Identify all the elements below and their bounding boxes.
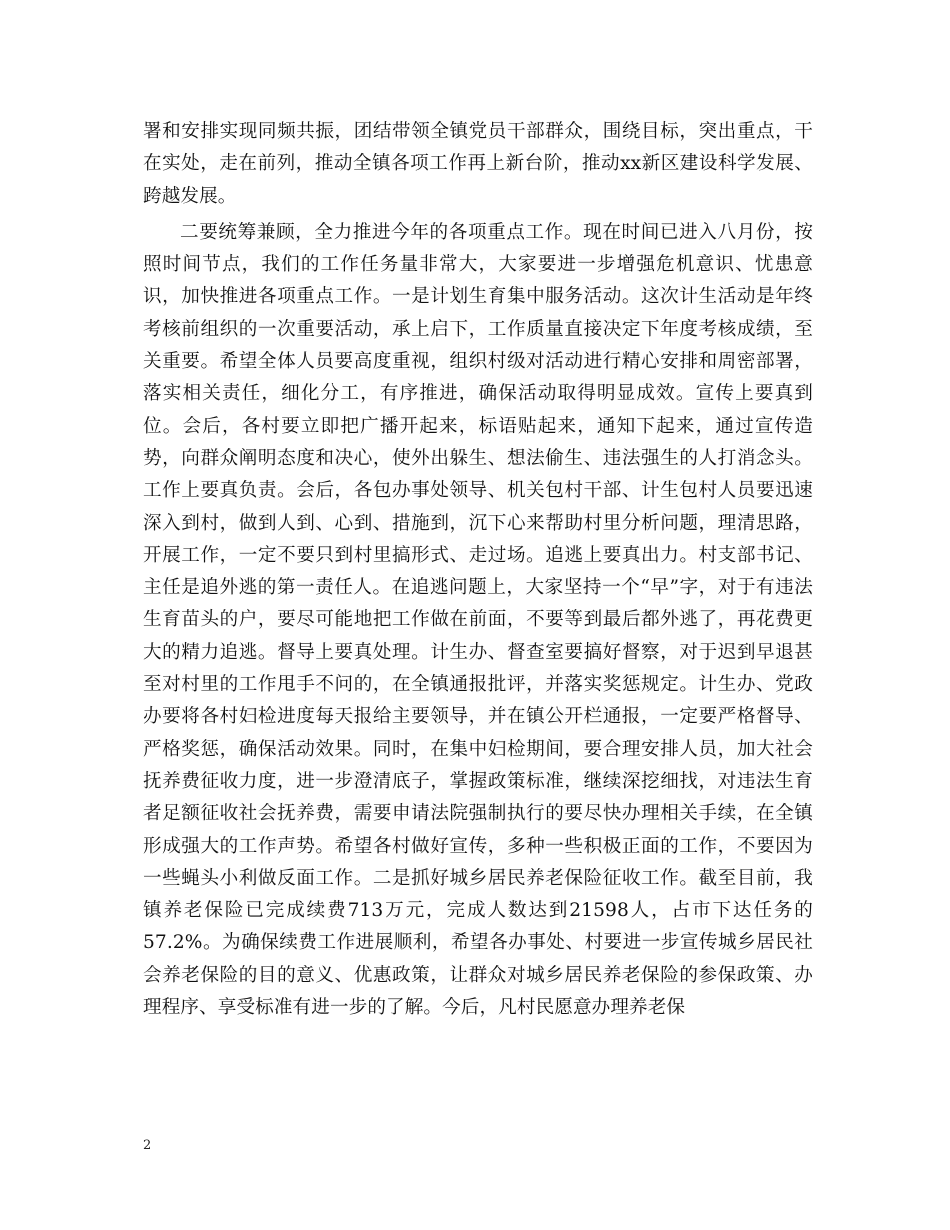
paragraph-continuation: 署和安排实现同频共振，团结带领全镇党员干部群众，围绕目标，突出重点，干在实处，走在前列，推动全镇各项工作再上新台阶，推动xx新区建设科学发展、跨越发展。: [143, 121, 813, 207]
page-number: 2: [143, 1138, 152, 1153]
body-text: [143, 116, 813, 1024]
paragraph-key-work: 二要统筹兼顾，全力推进今年的各项重点工作。现在时间已进入八月份，按照时间节点，我们的工作任务量非常大，大家要进一步增强危机意识、忧患意识，加快推进各项重点工作。一是计划生育集中服务活动。这次计生活动是年终考核前组织的一次重要活动，承上启下，工作质量直接决定下年度考核成绩，至关重要。希望全体人员要高度重视，组织村级对活动进行精心安排和周密部署，落实相关责任，细化分工，有序推进，确保活动取得明显成效。宣传上要真到位。会后，各村要立即把广播开起来，标语贴起来，通知下起来，通过宣传造势，向群众阐明态度和决心，使外出躲生、想法偷生、违法强生的人打消念头。工作上要真负责。会后，各包办事处领导、机关包村干部、计生包村人员要迅速深入到村，做到人到、心到、措施到，沉下心来帮助村里分析问题，理清思路，开展工作，一定不要只到村里搞形式、走过场。追逃上要真出力。村支部书记、主任是追外逃的第一责任人。在追逃问题上，大家坚持一个“早”字，对于有违法生育苗头的户，要尽可能地把工作做在前面，不要等到最后都外逃了，再花费更大的精力追逃。督导上要真处理。计生办、督查室要搞好督察，对于迟到早退甚至对村里的工作甩手不问的，在全镇通报批评，并落实奖惩规定。计生办、党政办要将各村妇检进度每天报给主要领导，并在镇公开栏通报，一定要严格督导、严格奖惩，确保活动效果。同时，在集中妇检期间，要合理安排人员，加大社会抚养费征收力度，进一步澄清底子，掌握政策标准，继续深挖细找，对违法生育者足额征收社会抚养费，需要申请法院强制执行的要尽快办理相关手续，在全镇形成强大的工作声势。希望各村做好宣传，多种一些积极正面的工作，不要因为一些蝇头小利做反面工作。二是抓好城乡居民养老保险征收工作。截至目前，我镇养老保险已完成续费713万元，完成人数达到21598人，占市下达任务的57.2%。为确保续费工作进展顺利，希望各办事处、村要进一步宣传城乡居民社会养老保险的目的意义、优惠政策，让群众对城乡居民养老保险的参保政策、办理程序、享受标准有进一步的了解。今后，凡村民愿意办理养老保: [143, 221, 813, 1019]
